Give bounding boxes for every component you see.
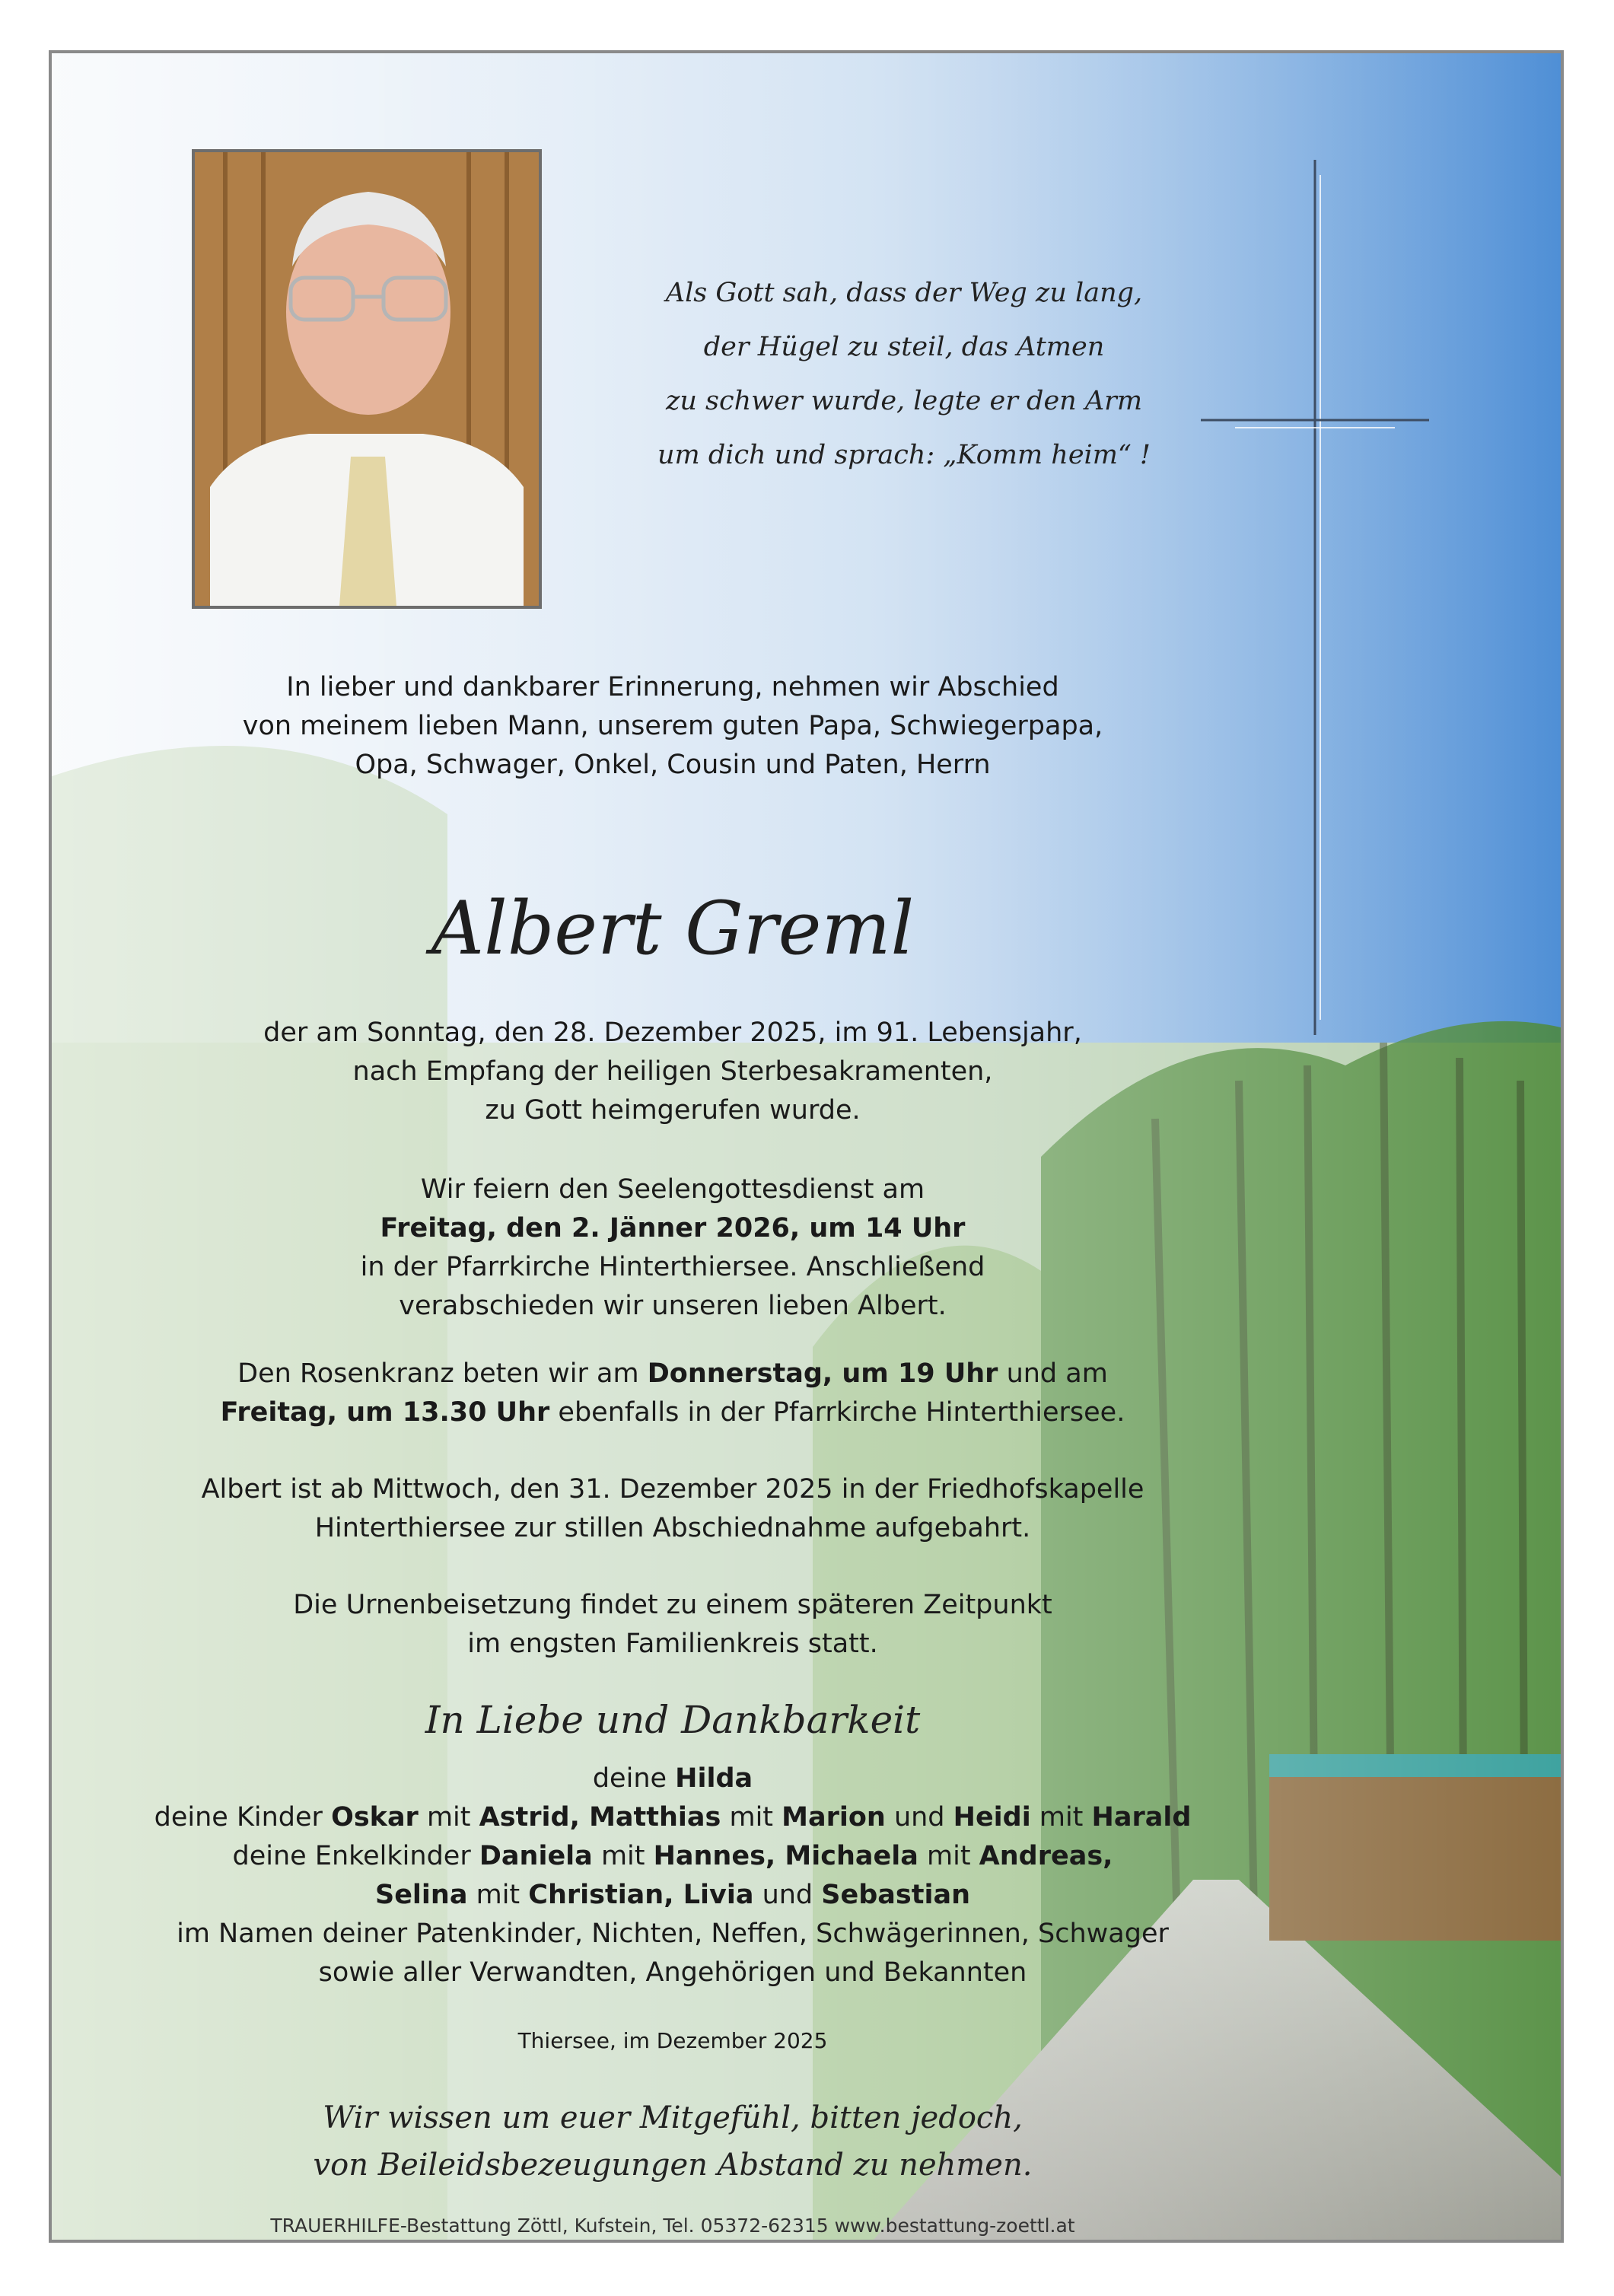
memorial-quote: [600, 266, 1208, 482]
viewing-info: [140, 1470, 1205, 1548]
rosary-time-2: Freitag, um 13.30 Uhr: [220, 1397, 550, 1428]
condolence-request: [140, 2094, 1205, 2189]
family-name: Hilda: [675, 1763, 753, 1794]
family-name: Selina: [374, 1880, 468, 1910]
mass-line: in der Pfarrkirche Hinterthiersee. Anschließend: [360, 1252, 985, 1282]
viewing-line: Hinterthiersee zur stillen Abschiednahme aufgebahrt.: [314, 1513, 1031, 1543]
mass-date: Freitag, den 2. Jänner 2026, um 14 Uhr: [380, 1213, 966, 1244]
mass-line: Wir feiern den Seelengottesdienst am: [420, 1174, 925, 1205]
burial-line: Die Urnenbeisetzung findet zu einem späteren Zeitpunkt: [293, 1590, 1052, 1620]
family-text: deine Kinder: [154, 1802, 332, 1833]
family-name: Christian, Livia: [528, 1880, 754, 1910]
rosary-text: und am: [998, 1358, 1108, 1389]
family-text: mit: [721, 1802, 782, 1833]
request-line: Wir wissen um euer Mitgefühl, bitten jedoch,: [323, 2100, 1023, 2135]
quote-line: um dich und sprach: „Komm heim“ !: [657, 440, 1151, 470]
family-name: Harald: [1091, 1802, 1192, 1833]
portrait-photo: [192, 149, 542, 609]
family-text: und: [753, 1880, 822, 1910]
closing-heading: In Liebe und Dankbarkeit: [425, 1698, 921, 1742]
mass-line: verabschieden wir unseren lieben Albert.: [399, 1291, 947, 1321]
family-name: Sebastian: [821, 1880, 970, 1910]
burial-info: [140, 1586, 1205, 1664]
family-name: Hannes, Michaela: [653, 1841, 918, 1871]
family-list: [140, 1759, 1205, 1992]
rosary-text: ebenfalls in der Pfarrkirche Hinterthiersee.: [549, 1397, 1125, 1428]
family-text: mit: [592, 1841, 654, 1871]
death-notice-line: zu Gott heimgerufen wurde.: [485, 1095, 861, 1126]
death-notice-line: der am Sonntag, den 28. Dezember 2025, im 91. Lebensjahr,: [263, 1017, 1082, 1048]
death-notice-line: nach Empfang der heiligen Sterbesakramenten,: [352, 1056, 993, 1087]
rosary-info: [140, 1355, 1205, 1432]
quote-line: der Hügel zu steil, das Atmen: [703, 332, 1105, 362]
family-text: und: [885, 1802, 953, 1833]
family-name: Heidi: [953, 1802, 1031, 1833]
family-name: Marion: [782, 1802, 886, 1833]
death-notice: [140, 1014, 1205, 1130]
quote-line: Als Gott sah, dass der Weg zu lang,: [665, 278, 1143, 308]
family-name: Daniela: [479, 1841, 593, 1871]
intro-text: [140, 668, 1205, 785]
burial-line: im engsten Familienkreis statt.: [467, 1629, 878, 1659]
family-name: Andreas,: [979, 1841, 1113, 1871]
deceased-name: Albert Greml: [431, 886, 915, 971]
viewing-line: Albert ist ab Mittwoch, den 31. Dezember 2025 in der Friedhofskapelle: [201, 1474, 1144, 1505]
family-text: deine: [592, 1763, 676, 1794]
place-date: Thiersee, im Dezember 2025: [517, 2028, 828, 2053]
obituary-card: [49, 50, 1564, 2243]
mass-info: [140, 1170, 1205, 1326]
rosary-text: Den Rosenkranz beten wir am: [237, 1358, 648, 1389]
rosary-time-1: Donnerstag, um 19 Uhr: [647, 1358, 998, 1389]
family-text: mit: [418, 1802, 479, 1833]
request-line: von Beileidsbezeugungen Abstand zu nehmen.: [313, 2148, 1033, 2183]
family-text: deine Enkelkinder: [232, 1841, 479, 1871]
family-text: mit: [918, 1841, 979, 1871]
cross-icon: [1193, 160, 1437, 1035]
family-line: sowie aller Verwandten, Angehörigen und Bekannten: [318, 1957, 1027, 1988]
family-text: mit: [1030, 1802, 1092, 1833]
intro-line: von meinem lieben Mann, unserem guten Papa, Schwiegerpapa,: [242, 711, 1103, 741]
family-line: im Namen deiner Patenkinder, Nichten, Neffen, Schwägerinnen, Schwager: [177, 1919, 1169, 1949]
family-text: mit: [467, 1880, 529, 1910]
funeral-home-footer: TRAUERHILFE-Bestattung Zöttl, Kufstein, Tel. 05372-62315 www.bestattung-zoettl.at: [270, 2215, 1075, 2237]
quote-line: zu schwer wurde, legte er den Arm: [665, 386, 1143, 416]
family-name: Oskar: [331, 1802, 419, 1833]
intro-line: In lieber und dankbarer Erinnerung, nehmen wir Abschied: [286, 672, 1059, 702]
family-name: Astrid, Matthias: [479, 1802, 721, 1833]
intro-line: Opa, Schwager, Onkel, Cousin und Paten, Herrn: [355, 750, 991, 780]
